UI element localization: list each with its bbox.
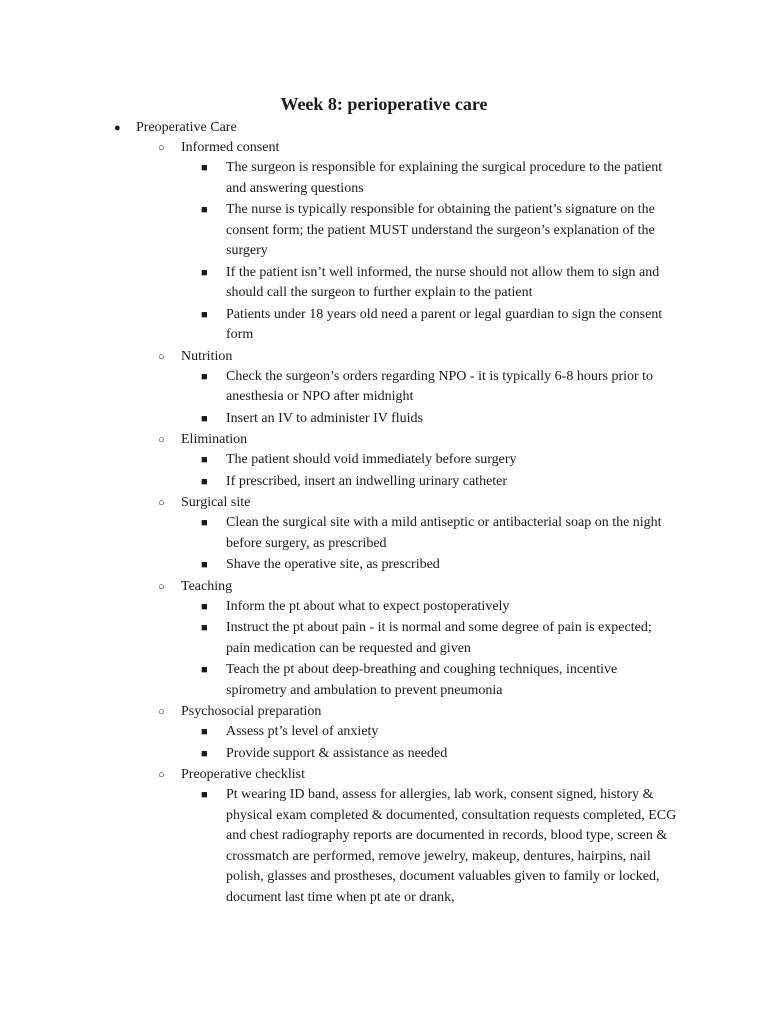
list-item <box>181 450 768 471</box>
list-item-text: Teach the pt about deep-breathing and coughing techniques, incentive spirometry and ambulation to prevent pneumonia <box>226 662 618 698</box>
list-item-text: Check the surgeon’s orders regarding NPO - it is typically 6-8 hours prior to anesthesia or NPO after midnight <box>226 368 654 404</box>
bullet-square-icon: ■ <box>201 559 208 571</box>
list-item <box>181 785 768 908</box>
list-item <box>181 618 768 659</box>
bullet-square-icon: ■ <box>201 622 208 634</box>
bullet-hollow-circle-icon: ○ <box>158 580 165 593</box>
bullet-hollow-circle-icon: ○ <box>158 142 165 154</box>
bullet-square-icon: ■ <box>201 747 208 760</box>
list-item-text: The nurse is typically responsible for obtaining the patient’s signature on the consent form; the patient MUST understand the surgeon’s explanation of the surgery <box>226 202 655 258</box>
bullet-list <box>181 450 768 492</box>
bullet-square-icon: ■ <box>201 204 208 216</box>
bullet-hollow-circle-icon: ○ <box>158 706 165 718</box>
subsection-item <box>136 765 768 908</box>
subsection-heading: Psychosocial preparation <box>181 704 322 719</box>
bullet-square-icon: ■ <box>201 454 208 466</box>
subsection-heading: Surgical site <box>181 495 251 510</box>
list-item-text: Patients under 18 years old need a parent or legal guardian to sign the consent form <box>226 306 663 342</box>
subsection-heading: Preoperative checklist <box>181 767 306 782</box>
list-item <box>181 513 768 554</box>
list-item-text: If the patient isn’t well informed, the nurse should not allow them to sign and should call the surgeon to further explain to the patient <box>226 264 660 300</box>
section-item <box>0 118 768 908</box>
list-item <box>181 472 768 493</box>
subsection-heading: Teaching <box>181 578 233 594</box>
bullet-list <box>181 785 768 908</box>
list-item <box>181 597 768 618</box>
list-item <box>181 660 768 701</box>
bullet-list <box>181 367 768 430</box>
bullet-square-icon: ■ <box>201 789 208 801</box>
bullet-square-icon: ■ <box>201 370 208 383</box>
subsection-heading: Informed consent <box>181 140 280 155</box>
bullet-hollow-circle-icon: ○ <box>158 497 165 509</box>
subsection-item <box>136 138 768 346</box>
list-item <box>181 158 768 199</box>
bullet-filled-circle-icon: ● <box>114 122 121 134</box>
list-item-text: Clean the surgical site with a mild antiseptic or antibacterial soap on the night before surgery, as prescribed <box>226 515 662 551</box>
bullet-square-icon: ■ <box>201 412 208 425</box>
subsection-item <box>136 493 768 576</box>
list-item-text: If prescribed, insert an indwelling urinary catheter <box>226 473 508 489</box>
bullet-list <box>181 597 768 702</box>
bullet-hollow-circle-icon: ○ <box>158 434 165 446</box>
bullet-list <box>181 513 768 576</box>
list-item <box>181 200 768 262</box>
subsection-heading: Nutrition <box>181 348 233 364</box>
list-item <box>181 409 768 430</box>
list-item <box>181 555 768 576</box>
list-item-text: Assess pt’s level of anxiety <box>226 724 379 739</box>
bullet-square-icon: ■ <box>201 266 208 279</box>
bullet-hollow-circle-icon: ○ <box>158 350 165 363</box>
section-heading: Preoperative Care <box>136 120 237 135</box>
subsection-item <box>136 347 768 430</box>
list-item <box>181 367 768 408</box>
bullet-square-icon: ■ <box>201 162 208 174</box>
bullet-square-icon: ■ <box>201 726 208 738</box>
bullet-list <box>181 158 768 346</box>
bullet-square-icon: ■ <box>201 517 208 529</box>
list-item-text: The patient should void immediately before surgery <box>226 452 517 467</box>
subsection-item <box>136 430 768 492</box>
list-item-text: Pt wearing ID band, assess for allergies, lab work, consent signed, history & physical exam completed & documented, consultation requests completed, ECG and chest radiography reports are documented in records, blood type, screen & crossmatch are performed, remove jewelry, makeup, dentures, hairpins, nail polish, glasses and prostheses, document valuables given to family or locked, document last time when pt ate or drank, <box>226 787 677 905</box>
list-item <box>181 305 768 346</box>
subsection-heading: Elimination <box>181 432 248 447</box>
list-item-text: Provide support & assistance as needed <box>226 745 448 761</box>
bullet-hollow-circle-icon: ○ <box>158 769 165 781</box>
list-item-text: The surgeon is responsible for explaining the surgical procedure to the patient and answering questions <box>226 160 663 196</box>
subsection-list <box>136 138 768 908</box>
bullet-square-icon: ■ <box>201 308 208 321</box>
subsection-item <box>136 702 768 764</box>
outline-list <box>0 118 768 909</box>
list-item <box>181 744 768 765</box>
page-title: Week 8: perioperative care <box>280 94 488 114</box>
list-item-text: Insert an IV to administer IV fluids <box>226 410 424 426</box>
list-item-text: Shave the operative site, as prescribed <box>226 557 440 572</box>
bullet-square-icon: ■ <box>201 475 208 488</box>
bullet-list <box>181 722 768 764</box>
list-item-text: Instruct the pt about pain - it is normal and some degree of pain is expected; pain medication can be requested and given <box>226 620 652 656</box>
bullet-square-icon: ■ <box>201 664 208 676</box>
list-item-text: Inform the pt about what to expect postoperatively <box>226 598 510 614</box>
subsection-item <box>136 577 768 702</box>
list-item <box>181 263 768 304</box>
bullet-square-icon: ■ <box>201 600 208 613</box>
list-item <box>181 722 768 743</box>
